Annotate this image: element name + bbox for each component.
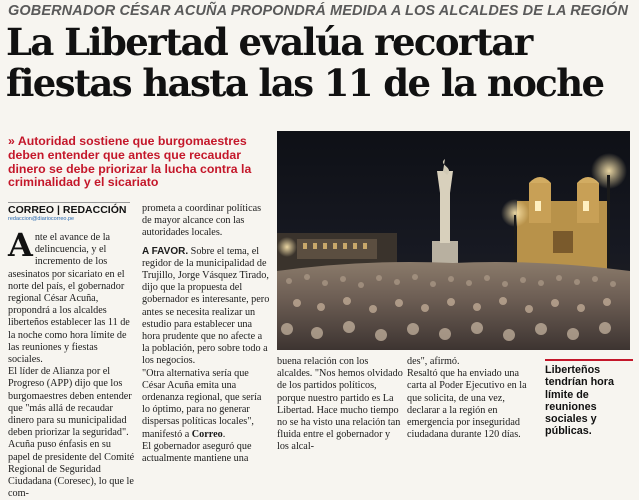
paragraph-text: nte el avance de la delincuencia, y el incremento de los asesinatos por sicariato en el norte del país, el gobernador regional César Acuña, propondrá a los alcaldes liberteños establecer las 11 de la noche como hora límite de las reuniones y fiestas sociales.: [8, 232, 130, 366]
deck: [8, 135, 273, 190]
byline: CORREO | REDACCIÓN: [8, 204, 127, 216]
paper-name: Correo: [191, 428, 223, 440]
paragraph: El gobernador aseguró que actualmente mantiene una: [142, 440, 252, 465]
paragraph: buena relación con los alcaldes. "Nos hemos olvidado de los partidos políticos, porque nuestro partido es La Libertad. Hace mucho tiempo no se ha visto una relación tan fluida entre el gobernador y los alcal-: [277, 356, 403, 453]
paragraph-text: Sobre el tema, el regidor de la municipalidad de Trujillo, Jorge Vásquez Tirado, dijo que la propuesta del gobernador es interesante, pero antes se necesita realizar un estudio para establecer una hora prudente que no afecte a la población, pero sobre todo a los negocios.: [142, 245, 270, 367]
byline-rule: [8, 202, 130, 203]
column-2: [142, 203, 271, 465]
crowd-photo-image: [277, 131, 630, 350]
subhead: A FAVOR.: [142, 245, 189, 257]
photo-caption: Liberteños tendrían hora límite de reuniones sociales y públicas.: [545, 364, 614, 438]
paragraph: Resaltó que ha enviado una carta al Poder Ejecutivo en la que solicita, de una vez, declarar a la región en emergencia por inseguridad ciudadana durante 120 días.: [407, 368, 527, 441]
column-3: [277, 356, 404, 454]
kicker: GOBERNADOR CÉSAR ACUÑA PROPONDRÁ MEDIDA A LOS ALCALDES DE LA REGIÓN: [8, 3, 629, 19]
paragraph: [8, 226, 135, 366]
byline-email[interactable]: redaccion@diariocorreo.pe: [8, 216, 75, 222]
deck-text: Autoridad sostiene que burgomaestres deben entender que antes que recaudar dinero se debe priorizar la lucha contra la criminalidad y el sicariato: [8, 134, 252, 190]
paragraph: prometa a coordinar políticas de mayor alcance con las autoridades locales.: [142, 203, 262, 239]
deck-arrow: »: [8, 134, 15, 148]
headline-line-1: La Libertad evalúa recortar: [6, 20, 532, 64]
paragraph-text: "Otra alternativa sería que César Acuña emita una ordenanza regional, que sería lo óptimo, para no generar dispersas políticas locales", manifestó a: [142, 367, 262, 440]
headline-line-2: fiestas hasta las 11 de la noche: [6, 61, 604, 105]
caption-rule: [545, 359, 633, 361]
drop-cap: A: [8, 226, 33, 264]
paragraph: [142, 368, 271, 441]
crowd-photo: [277, 131, 630, 350]
paragraph: El líder de Alianza por el Progreso (APP) dijo que los burgomaestres deben entender que "más allá de recaudar dinero para su municipalidad deben priorizar la seguridad".: [8, 366, 132, 439]
column-4: [407, 356, 534, 441]
headline: [6, 22, 636, 104]
paragraph: des", afirmó.: [407, 356, 460, 367]
paragraph: Acuña puso énfasis en su papel de presidente del Comité Regional de Seguridad Ciudadana (Coresec), lo que le com-: [8, 439, 135, 500]
column-1: [8, 226, 135, 500]
paragraph: [142, 246, 271, 368]
paragraph-text: .: [222, 428, 226, 440]
